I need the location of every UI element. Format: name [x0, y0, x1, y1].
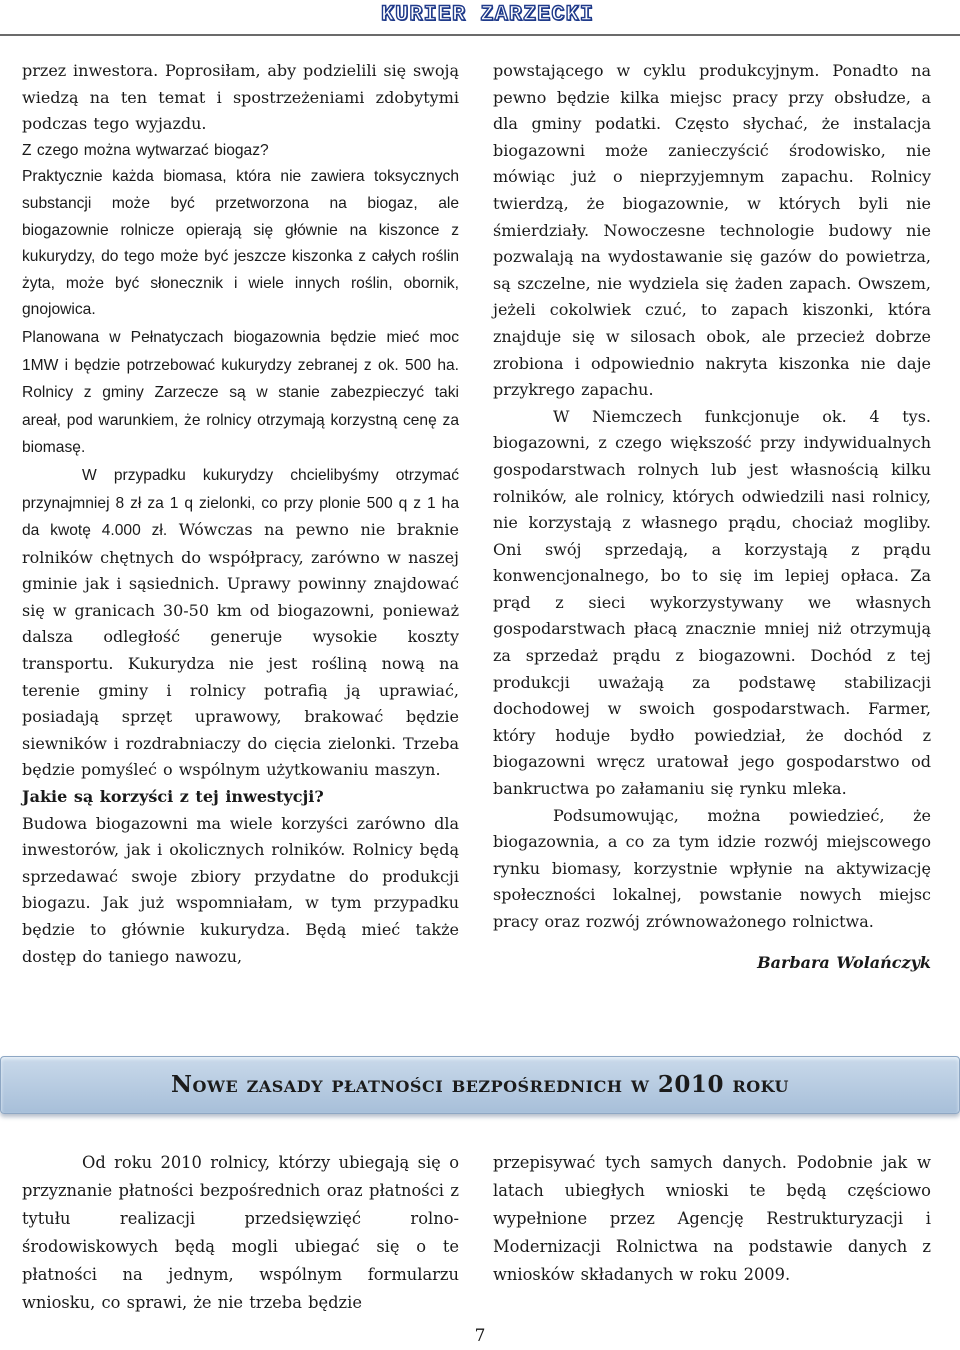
- paragraph: powstającego w cyklu produkcyjnym. Ponadto na pewno będzie kilka miejsc pracy przy obsłudze, a dla gminy podatki. Często słychać, że instalacja biogazowni może zanieczyścić środowisko, nie mówiąc już o nieprzyjemnym zapachu. Rolnicy twierdzą, że biogazownie, w których byli nie śmierdziały. Nowoczesne technologie budowy nie pozwalają na wydostawanie się gazów do powietrza, są szczelne, nie wydziela się żaden zapach. Owszem, jeżeli cokolwiek czuć, to zapach kiszonki, która znajduje się w silosach obok, ale przecież dobrze zrobiona i odpowiednio nakryta kiszonka nie daje przykrego zapachu.: [493, 61, 931, 400]
- paragraph: W Niemczech funkcjonuje ok. 4 tys. biogazowni, z czego większość przy indywidualnych gospodarstwach rolnych lub jest własnością kilku rolników, ale rolnicy, których odwiedzili nasi rolnicy, nie korzystają z własnego prądu, chociaż mogliby. Oni swój sprzedają, a korzystają z prądu konwencjonalnego, bo to się im lepiej opłaca. Za prąd z sieci wykorzystywany we własnych gospodarstwach płacą znacznie mniej niż otrzymują za sprzedaż prądu z biogazowni. Dochód z tej produkcji uważają za podstawę stabilizacji dochodowej w swoich gospodarstwach. Farmer, który hoduje bydło powiedział, że dochód z biogazowni wręcz uratował jego gospodarstwo od bankructwa po załamaniu się rynku mleka.: [493, 406, 931, 799]
- article-column-left: [22, 58, 459, 970]
- header-rule: [0, 34, 960, 36]
- question-heading: Z czego można wytwarzać biogaz?: [22, 141, 269, 159]
- section-banner: [0, 1056, 960, 1114]
- paragraph-part: Wówczas na pewno nie braknie rolników chętnych do współpracy, zarówno w naszej gminie jak i sąsiednich. Uprawy powinny znajdować się w granicach 30-50 km od biogazowni, ponieważ dalsza odległość generuje wysokie koszty transportu. Kukurydza nie jest rośliną nową na terenie gminy i rolnicy potrafią ją uprawiać, posiadają sprzęt uprawowy, brakować będzie siewników i rozdrabniaczy do cięcia zielonki. Trzeba będzie pomyśleć o wspólnym użytkowaniu maszyn.: [22, 520, 459, 780]
- paragraph: przez inwestora. Poprosiłam, aby podzielili się swoją wiedzą na ten temat i spostrzeżeniami zdobytymi podczas tego wyjazdu.: [22, 61, 459, 134]
- section-title: Nowe zasady płatności bezpośrednich w 2010 roku: [171, 1071, 789, 1098]
- paragraph: przepisywać tych samych danych. Podobnie jak w latach ubiegłych wnioski te będą częściowo wypełnione przez Agencję Restrukturyzacji i Modernizacji Rolnictwa na podstawie danych z wniosków składanych w roku 2009.: [493, 1153, 931, 1285]
- question-heading: Jakie są korzyści z tej inwestycji?: [22, 787, 324, 807]
- article2-column-right: [493, 1149, 931, 1289]
- masthead: KURIER ZARZECKI: [380, 2, 594, 27]
- paragraph-part: Rolnicy z gminy Zarzecze są w stanie zabezpieczyć taki areał, pod warunkiem, że rolnicy otrzymają korzystną cenę za biomasę.: [22, 384, 459, 457]
- author-signature: Barbara Wolańczyk: [757, 952, 931, 972]
- paragraph-part: W przypadku kukurydzy chcielibyśmy otrzymać przynajmniej 8 zł za 1 q zielonki, co przy plonie 500 q z 1 ha da kwotę 4.000 zł.: [22, 466, 459, 540]
- article2-column-left: [22, 1149, 459, 1318]
- paragraph: Praktycznie każda biomasa, która nie zawiera toksycznych substancji może być przetworzona na biogaz, ale biogazownie rolnicze opierają się głównie na kiszonce z kukurydzy, do tego może być jeszcze kiszonka z całych roślin żyta, może być słonecznik i wiele innych roślin, obornik, gnojowica.: [22, 168, 459, 319]
- article-column-right: [493, 58, 931, 976]
- paragraph: Budowa biogazowni ma wiele korzyści zarówno dla inwestorów, jak i okolicznych rolników. Rolnicy będą sprzedawać swoje zbiory przydatne do produkcji biogazu. Jak już wspomniałam, w tym przypadku będzie to głównie kukurydza. Będą mieć także dostęp do taniego nawozu,: [22, 813, 459, 966]
- page-number: 7: [474, 1326, 486, 1346]
- paragraph: Podsumowując, można powiedzieć, że biogazownia, a co za tym idzie rozwój miejscowego rynku biomasy, korzystnie wpłynie na aktywizację społeczności lokalnej, powstanie nowych miejsc pracy oraz rozwój zrównoważonego rolnictwa.: [493, 805, 931, 931]
- paragraph: Od roku 2010 rolnicy, którzy ubiegają się o przyznanie płatności bezpośrednich oraz płatności z tytułu realizacji przedsięwzięć rolno-środowiskowych będą mogli ubiegać się o te płatności na jednym, wspólnym formularzu wniosku, co sprawi, że nie trzeba będzie: [22, 1153, 459, 1313]
- paragraph-part: Planowana w Pełnatyczach biogazownia będzie mieć moc 1MW i będzie potrzebować kukurydzy zebranej z ok. 500 ha.: [22, 328, 459, 374]
